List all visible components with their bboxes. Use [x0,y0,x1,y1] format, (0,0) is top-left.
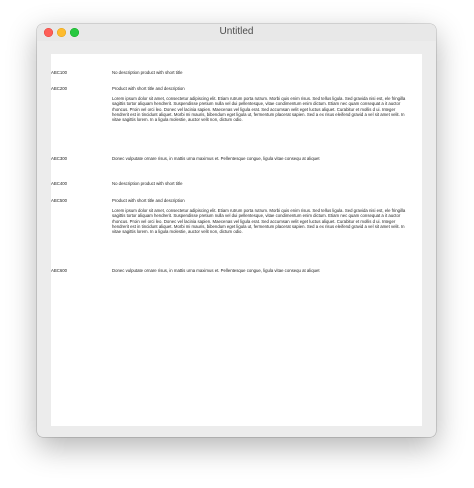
product-sku: ABC100 [51,70,68,75]
product-title: Donec vulputate ornare risus, in mattis urna maximus et. Pellentesque congue, ligula vitae consequ at aliquet [112,156,320,161]
product-sku: ABC200 [51,86,68,91]
product-description: Lorem ipsum dolor sit amet, consectetur adipiscing elit. Etiam rutrum porta rutrum. Morbi quis enim risus. Sed tellus ligula. Sed gravida nisi est, ele fringilla sagittis tortor aliquam hendrerit. Suspendisse pretium nulla vel dui pellentesque, vitae condimentum enim dictum. Etiam nec quam consequat a it auctor rhoncus. Proin vel orci leo. Donec vel lacinia sapien. Maecenas vel ligula erat. Sed accumsan velit eget luctus aliquet. Curabitur et mollis d ui. Integer hendrerit est in tincidunt aliquet. Morbi mi mauris, bibendum eget ligula ut, fermentum placerat sapien. Sed a ex risus eleifend gravid a vel sit amet velit. In vitae sagittis lorem. In a ligula molestie, auctor velit non, dictum odio. [112,96,406,123]
product-title: No description product with short title [112,70,183,75]
product-sku: ABC400 [51,181,68,186]
product-details [112,268,408,273]
product-description: Lorem ipsum dolor sit amet, consectetur adipiscing elit. Etiam rutrum porta rutrum. Morbi quis enim risus. Sed tellus ligula. Sed gravida nisi est, ele fringilla sagittis tortor aliquam hendrerit. Suspendisse pretium nulla vel dui pellentesque, vitae condimentum enim dictum. Etiam nec quam consequat a it auctor rhoncus. Proin vel orci leo. Donec vel lacinia sapien. Maecenas vel ligula erat. Sed accumsan velit eget luctus aliquet. Curabitur et mollis d ui. Integer hendrerit est in tincidunt aliquet. Morbi mi mauris, bibendum eget ligula ut, fermentum placerat sapien. Sed a ex risus eleifend gravid a vel sit amet velit. In vitae sagittis lorem. In a ligula molestie, auctor velit non, dictum odio. [112,208,406,235]
title-bar[interactable] [37,24,436,41]
product-details [112,198,408,234]
product-sku: ABC300 [51,156,68,161]
product-details [112,70,408,75]
window-title: Untitled [219,26,254,37]
product-list [51,54,422,426]
product-details [112,86,408,122]
product-details [112,156,408,161]
product-title: No description product with short title [112,181,183,186]
product-details [112,181,408,186]
product-sku: ABC500 [51,198,68,203]
app-window [37,24,436,437]
product-title: Donec vulputate ornare risus, in mattis urna maximus et. Pellentesque congue, ligula vitae consequ at aliquet [112,268,320,273]
product-title: Product with short title and description [112,198,185,203]
product-title: Product with short title and description [112,86,185,91]
product-sku: ABC600 [51,268,68,273]
